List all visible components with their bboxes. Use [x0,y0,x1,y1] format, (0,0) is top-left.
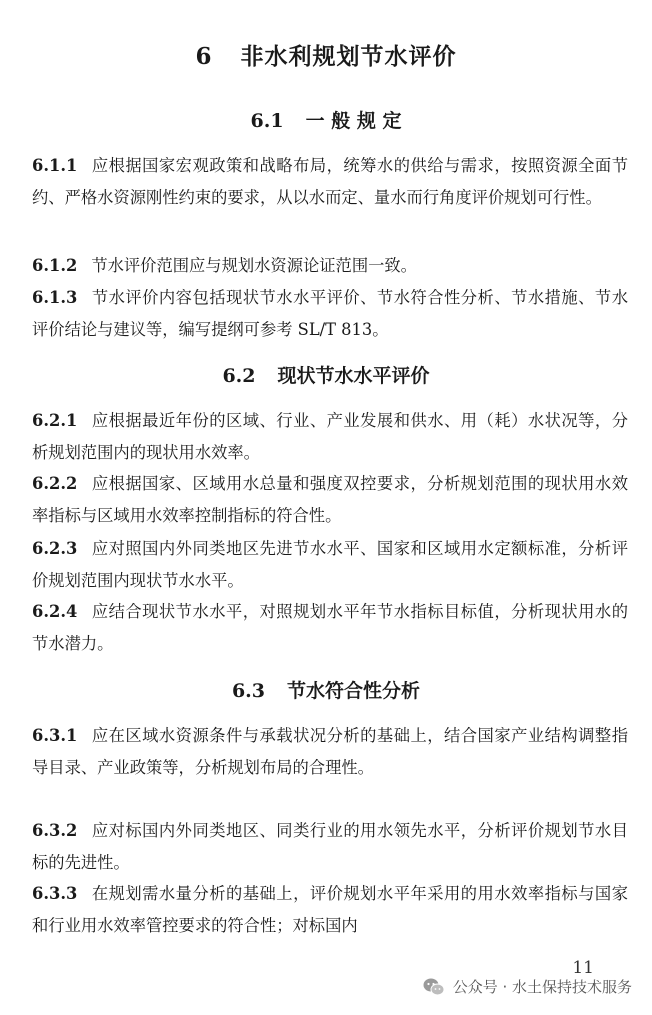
clause-number: 6.2.4 [32,602,78,621]
section-title [0,676,652,703]
watermark-text: 公众号 · 水土保持技术服务 [452,978,632,996]
clause-number: 6.3.3 [32,884,78,903]
clause-paragraph [32,150,628,213]
clause-paragraph [32,250,628,282]
clause-paragraph [32,468,628,531]
section-title-text: 节水符合性分析 [287,680,421,702]
clause-text: 应根据国家、区域用水总量和强度双控要求，分析规划范围的现状用水效率指标与区域用水效率控制指标的符合性。 [32,474,628,525]
section-title-text: 一 般 规 定 [305,110,402,132]
section-number: 6.2 [222,365,256,387]
clause-paragraph [32,596,628,659]
clause-number: 6.3.1 [32,726,78,745]
clause-text: 应对照国内外同类地区先进节水水平、国家和区域用水定额标准，分析评价规划范围内现状节水水平。 [32,539,628,590]
clause-number: 6.1.2 [32,256,78,275]
section-title [0,106,652,133]
wechat-icon [423,977,445,997]
clause-text: 应根据最近年份的区域、行业、产业发展和供水、用（耗）水状况等，分析规划范围内的现状用水效率。 [32,411,628,462]
clause-number: 6.2.2 [32,474,78,493]
chapter-title [0,38,652,71]
page-number: 11 [572,958,594,978]
section-title [0,361,652,388]
clause-number: 6.2.1 [32,411,78,430]
clause-paragraph [32,282,628,345]
clause-text: 节水评价范围应与规划水资源论证范围一致。 [91,256,417,275]
clause-text: 在规划需水量分析的基础上，评价规划水平年采用的用水效率指标与国家和行业用水效率管控要求的符合性；对标国内 [32,884,628,935]
clause-paragraph [32,405,628,468]
clause-text: 节水评价内容包括现状节水水平评价、节水符合性分析、节水措施、节水评价结论与建议等，编写提纲可参考 SL/T 813。 [32,288,628,339]
chapter-title-text: 非水利规划节水评价 [240,43,457,70]
clause-number: 6.1.1 [32,156,78,175]
clause-number: 6.3.2 [32,821,78,840]
section-number: 6.1 [250,110,284,132]
clause-number: 6.1.3 [32,288,78,307]
clause-text: 应根据国家宏观政策和战略布局，统筹水的供给与需求，按照资源全面节约、严格水资源刚性约束的要求，从以水而定、量水而行角度评价规划可行性。 [32,156,628,207]
clause-paragraph [32,815,628,878]
section-number: 6.3 [231,680,266,702]
watermark [423,976,632,997]
clause-paragraph [32,720,628,783]
clause-text: 应结合现状节水水平，对照规划水平年节水指标目标值，分析现状用水的节水潜力。 [32,602,628,653]
clause-paragraph [32,533,628,596]
section-title-text: 现状节水水平评价 [277,365,430,387]
clause-text: 应对标国内外同类地区、同类行业的用水领先水平，分析评价规划节水目标的先进性。 [32,821,628,872]
chapter-number: 6 [195,43,213,70]
clause-text: 应在区域水资源条件与承载状况分析的基础上，结合国家产业结构调整指导目录、产业政策等，分析规划布局的合理性。 [32,726,628,777]
clause-number: 6.2.3 [32,539,78,558]
clause-paragraph [32,878,628,941]
